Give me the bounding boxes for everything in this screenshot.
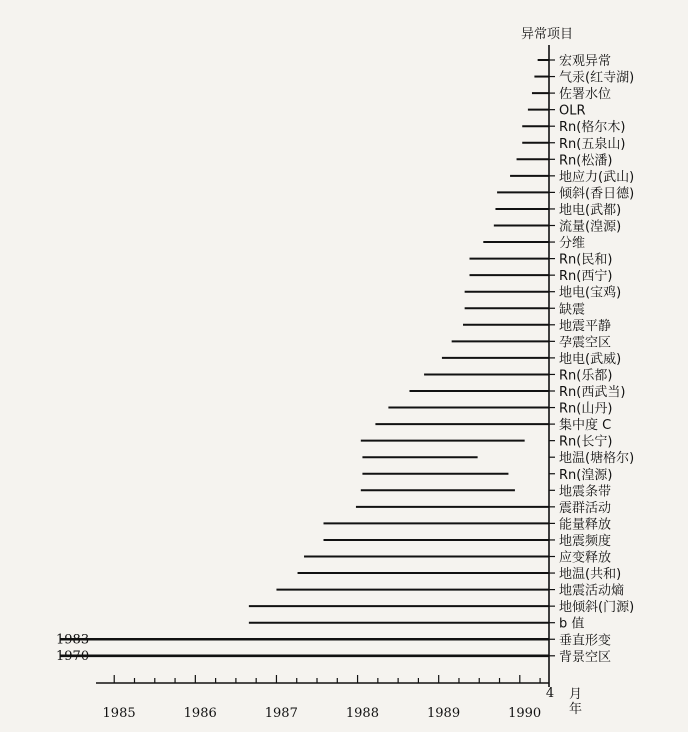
x-tick-label: 1987 [264,706,298,721]
category-label: 背景空区 [559,649,612,665]
category-label: 地应力(武山) [559,169,635,185]
category-label: 震群活动 [559,500,612,516]
category-label: 缺震 [559,302,586,318]
category-label: OLR [559,103,586,119]
category-label: 地温(塘格尔) [559,451,635,467]
x-tick-label: 1990 [508,706,542,721]
category-label: Rn(民和) [559,252,613,268]
category-label: b 值 [559,616,585,632]
category-label: 孕震空区 [559,335,612,351]
category-label: 地震条带 [559,484,612,500]
category-label: 气汞(红寺湖) [559,70,635,86]
category-label: 地倾斜(门源) [559,600,635,616]
category-label: 垂直形变 [559,633,612,649]
category-label: 集中度 C [559,418,612,434]
category-label: 地温(共和) [559,567,622,583]
category-label: Rn(长宁) [559,434,613,450]
category-label: 宏观异常 [559,54,612,69]
category-label: Rn(西武当) [559,385,626,400]
bar-start-label: 1970 [56,648,90,664]
bar-start-label: 1983 [56,632,90,648]
category-label: Rn(西宁) [559,269,613,285]
category-label: 能量释放 [559,517,612,533]
category-label: 分维 [559,236,586,252]
category-label: Rn(松潘) [559,153,613,169]
x-tick-label: 1988 [345,706,379,721]
category-label: Rn(乐都) [559,368,613,384]
category-label: 地电(宝鸡) [559,285,622,301]
x-tick-label: 1985 [102,706,136,721]
x-axis-unit-year: 年 [569,702,583,717]
category-label: Rn(格尔木) [559,120,626,136]
category-label: 流量(湟源) [559,219,622,235]
x-axis-unit-month: 月 [569,687,583,702]
x-tick-label: 1986 [183,706,217,721]
category-label: 佐署水位 [559,87,612,103]
y-axis-title: 异常项目 [521,27,574,42]
category-label: 地震平静 [559,318,612,334]
category-label: Rn(山丹) [559,401,613,417]
category-label: 地震频度 [559,533,612,549]
category-label: Rn(湟源) [559,467,613,483]
x-tick-label: 1989 [427,706,461,721]
category-label: 应变释放 [559,550,612,566]
category-label: 地电(武都) [559,202,622,218]
x-axis-end-label: 4 [545,686,555,701]
chart-marks [56,45,634,721]
category-label: 倾斜(香日德) [559,186,635,202]
category-label: 地电(武威) [559,351,622,367]
category-label: Rn(五泉山) [559,136,626,152]
category-label: 地震活动熵 [559,583,625,599]
